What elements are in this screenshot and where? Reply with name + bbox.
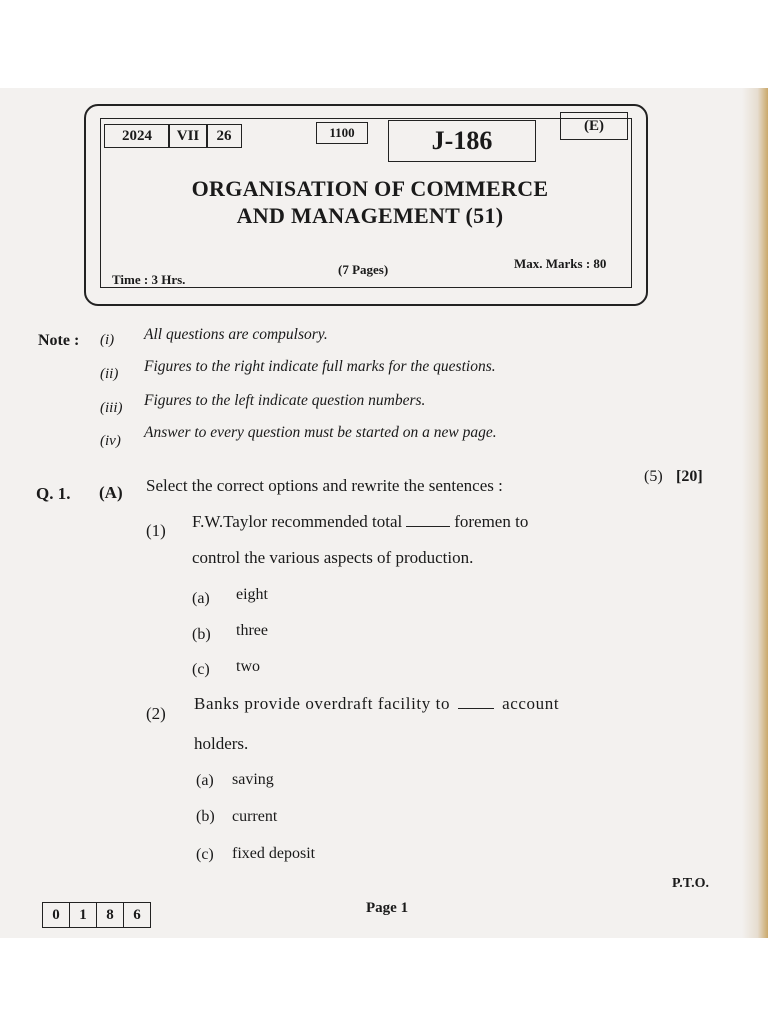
note-number: (iv) bbox=[100, 433, 121, 449]
subject-title-line1: ORGANISATION OF COMMERCE bbox=[191, 176, 549, 201]
option-letter: (b) bbox=[192, 626, 211, 643]
item-number: (2) bbox=[146, 704, 166, 723]
note-text: Figures to the left indicate question numbers. bbox=[144, 392, 426, 409]
blank-line bbox=[406, 526, 450, 527]
note-text: Figures to the right indicate full marks for the questions. bbox=[144, 358, 496, 375]
option-letter: (b) bbox=[196, 808, 215, 825]
month-cell: VII bbox=[168, 124, 208, 148]
option-text: fixed deposit bbox=[232, 845, 316, 862]
question-instruction: Select the correct options and rewrite the sentences : bbox=[146, 476, 503, 495]
part-marks: (5) bbox=[644, 468, 663, 485]
pto-label: P.T.O. bbox=[672, 876, 709, 891]
option-letter: (a) bbox=[196, 772, 214, 789]
item-text-line2: holders. bbox=[194, 734, 249, 753]
subject-title-line2: AND MANAGEMENT (51) bbox=[236, 203, 504, 228]
blank-line bbox=[458, 708, 494, 709]
option-letter: (c) bbox=[196, 846, 214, 863]
option-text: two bbox=[236, 658, 260, 675]
option-text: saving bbox=[232, 771, 274, 788]
note-number: (i) bbox=[100, 332, 115, 348]
note-text: All questions are compulsory. bbox=[144, 326, 328, 343]
paper-edge-shadow bbox=[742, 88, 768, 938]
item-text bbox=[194, 694, 559, 714]
paper-code: J-186 bbox=[388, 120, 536, 162]
page-number: Page 1 bbox=[366, 900, 409, 916]
item-text-before: F.W.Taylor recommended total bbox=[192, 512, 403, 531]
option-text: three bbox=[236, 622, 268, 639]
item-text-after: foremen to bbox=[454, 512, 529, 531]
option-text: eight bbox=[236, 586, 268, 603]
item-text-before: Banks provide overdraft facility to bbox=[194, 694, 451, 713]
note-number: (ii) bbox=[100, 366, 119, 382]
pages-label: (7 Pages) bbox=[338, 262, 389, 277]
page-code-digit: 0 bbox=[42, 902, 70, 928]
page-code-digit: 8 bbox=[96, 902, 124, 928]
question-number: Q. 1. bbox=[36, 484, 71, 503]
note-label: Note : bbox=[38, 332, 80, 349]
year-cell: 2024 bbox=[104, 124, 170, 148]
time-label: Time : 3 Hrs. bbox=[112, 272, 186, 287]
max-marks-label: Max. Marks : 80 bbox=[514, 256, 607, 271]
item-text bbox=[192, 512, 528, 532]
option-letter: (c) bbox=[192, 661, 210, 678]
language-cell: (E) bbox=[560, 112, 628, 140]
option-text: current bbox=[232, 808, 278, 825]
page-code-digit: 6 bbox=[123, 902, 151, 928]
option-letter: (a) bbox=[192, 590, 210, 607]
page-code-digit: 1 bbox=[69, 902, 97, 928]
day-cell: 26 bbox=[206, 124, 242, 148]
note-number: (iii) bbox=[100, 400, 123, 416]
item-text-line2: control the various aspects of production. bbox=[192, 548, 474, 567]
small-code-cell: 1100 bbox=[316, 122, 368, 144]
question-part: (A) bbox=[99, 483, 123, 502]
note-text: Answer to every question must be started on a new page. bbox=[144, 424, 497, 441]
item-text-after: account bbox=[502, 694, 560, 713]
item-number: (1) bbox=[146, 521, 166, 540]
total-marks: [20] bbox=[676, 468, 703, 485]
